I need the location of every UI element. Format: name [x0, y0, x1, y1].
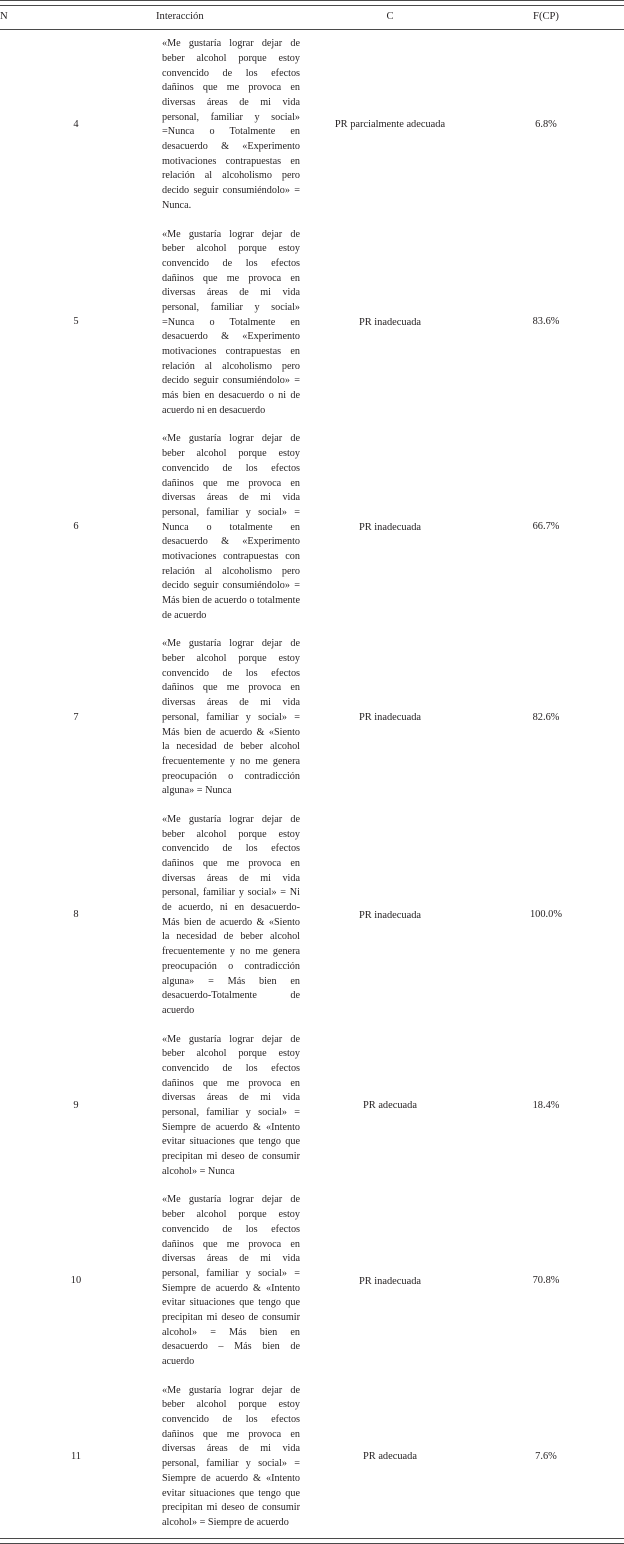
- table-row: [0, 30, 624, 221]
- table-body: [0, 30, 624, 1538]
- row-frequency: 66.7%: [532, 521, 560, 533]
- row-number: 9: [73, 1099, 79, 1111]
- row-number: 8: [73, 909, 79, 921]
- table-row: [0, 425, 624, 630]
- table-row: [0, 630, 624, 806]
- row-classification: PR inadecuada: [358, 1275, 422, 1287]
- bottom-rule-cell: [0, 1538, 624, 1543]
- row-classification: PR adecuada: [363, 1451, 417, 1463]
- row-frequency: 70.8%: [532, 1275, 560, 1287]
- table-row: [0, 1186, 624, 1376]
- row-classification: PR inadecuada: [358, 909, 422, 921]
- column-header-c: C: [312, 6, 468, 30]
- row-number: 5: [73, 316, 79, 328]
- row-number: 7: [73, 711, 79, 723]
- table-row: [0, 1377, 624, 1538]
- row-interaction-text: «Me gustaría lograr dejar de beber alcohol porque estoy convencido de los efectos dañinos que me provoca en diversas áreas de mi vida personal, familiar y social» =Nunca o Totalmente en desacuerdo & «Experimento motivaciones contrapuestas en relación al alcoholismo pero decido seguir consumiéndolo» = Nunca.: [162, 38, 300, 211]
- table-bottom-rule: [0, 1538, 624, 1543]
- row-number: 6: [73, 521, 79, 533]
- row-number: 10: [70, 1275, 82, 1287]
- row-interaction-text: «Me gustaría lograr dejar de beber alcohol porque estoy convencido de los efectos dañinos que me provoca en diversas áreas de mi vida personal, familiar y social» = Nunca o totalmente en desacuerdo & «Experimento motivaciones contrapuestas con relación al alcoholismo pero decido seguir consumiéndolo» = Más bien de acuerdo o totalmente de acuerdo: [162, 433, 300, 621]
- row-number: 11: [70, 1450, 81, 1462]
- row-number: 4: [73, 118, 79, 130]
- row-classification: PR parcialmente adecuada: [334, 119, 446, 131]
- table-row: [0, 1026, 624, 1187]
- table-header-row: [0, 6, 624, 30]
- row-classification: PR adecuada: [363, 1099, 417, 1111]
- row-frequency: 6.8%: [535, 118, 557, 130]
- column-header-fcp: F(CP): [468, 6, 624, 30]
- table-header: [0, 1, 624, 30]
- row-interaction-text: «Me gustaría lograr dejar de beber alcohol porque estoy convencido de los efectos dañinos que me provoca en diversas áreas de mi vida personal, familiar y social» = Ni de acuerdo, ni en desacuerdo-Más bien de acuerdo & «Siento la necesidad de beber alcohol frecuentemente y no me genera preocupación o contradicción alguna» = Más bien en desacuerdo-Totalmente de acuerdo: [162, 813, 300, 1016]
- row-classification: PR inadecuada: [358, 316, 422, 328]
- row-classification: PR inadecuada: [358, 521, 422, 533]
- column-header-interaccion: Interacción: [156, 6, 312, 30]
- row-interaction-text: «Me gustaría lograr dejar de beber alcohol porque estoy convencido de los efectos dañinos que me provoca en diversas áreas de mi vida personal, familiar y social» = Siempre de acuerdo & «Intento evitar situaciones que tengo que precipitan mi deseo de consumir alcohol» = Nunca: [162, 1033, 300, 1177]
- table-row: [0, 806, 624, 1026]
- row-classification: PR inadecuada: [358, 712, 422, 724]
- row-interaction-text: «Me gustaría lograr dejar de beber alcohol porque estoy convencido de los efectos dañinos que me provoca en diversas áreas de mi vida personal, familiar y social» = Más bien de acuerdo & «Siento la necesidad de beber alcohol frecuentemente y no me genera preocupación o contradicción alguna» = Nunca: [162, 638, 300, 797]
- row-interaction-text: «Me gustaría lograr dejar de beber alcohol porque estoy convencido de los efectos dañinos que me provoca en diversas áreas de mi vida personal, familiar y social» =Nunca o Totalmente en desacuerdo & «Experimento motivaciones contrapuestas en relación al alcoholismo pero decido seguir consumiéndolo» = más bien en desacuerdo o ni de acuerdo ni en desacuerdo: [162, 228, 300, 416]
- table-row: [0, 221, 624, 426]
- row-interaction-text: «Me gustaría lograr dejar de beber alcohol porque estoy convencido de los efectos dañinos que me provoca en diversas áreas de mi vida personal, familiar y social» = Siempre de acuerdo & «Intento evitar situaciones que tengo que precipitan mi deseo de consumir alcohol» = Más bien en desacuerdo – Más bien de acuerdo: [162, 1194, 300, 1367]
- row-frequency: 100.0%: [529, 909, 563, 921]
- row-frequency: 83.6%: [532, 316, 560, 328]
- row-frequency: 7.6%: [535, 1450, 557, 1462]
- column-header-n: N: [0, 6, 156, 30]
- row-frequency: 82.6%: [532, 711, 560, 723]
- row-frequency: 18.4%: [532, 1099, 560, 1111]
- table-footer: [0, 1538, 624, 1543]
- row-interaction-text: «Me gustaría lograr dejar de beber alcohol porque estoy convencido de los efectos dañinos que me provoca en diversas áreas de mi vida personal, familiar y social» = Siempre de acuerdo & «Intento evitar situaciones que tengo que precipitan mi deseo de consumir alcohol» = Siempre de acuerdo: [162, 1384, 300, 1528]
